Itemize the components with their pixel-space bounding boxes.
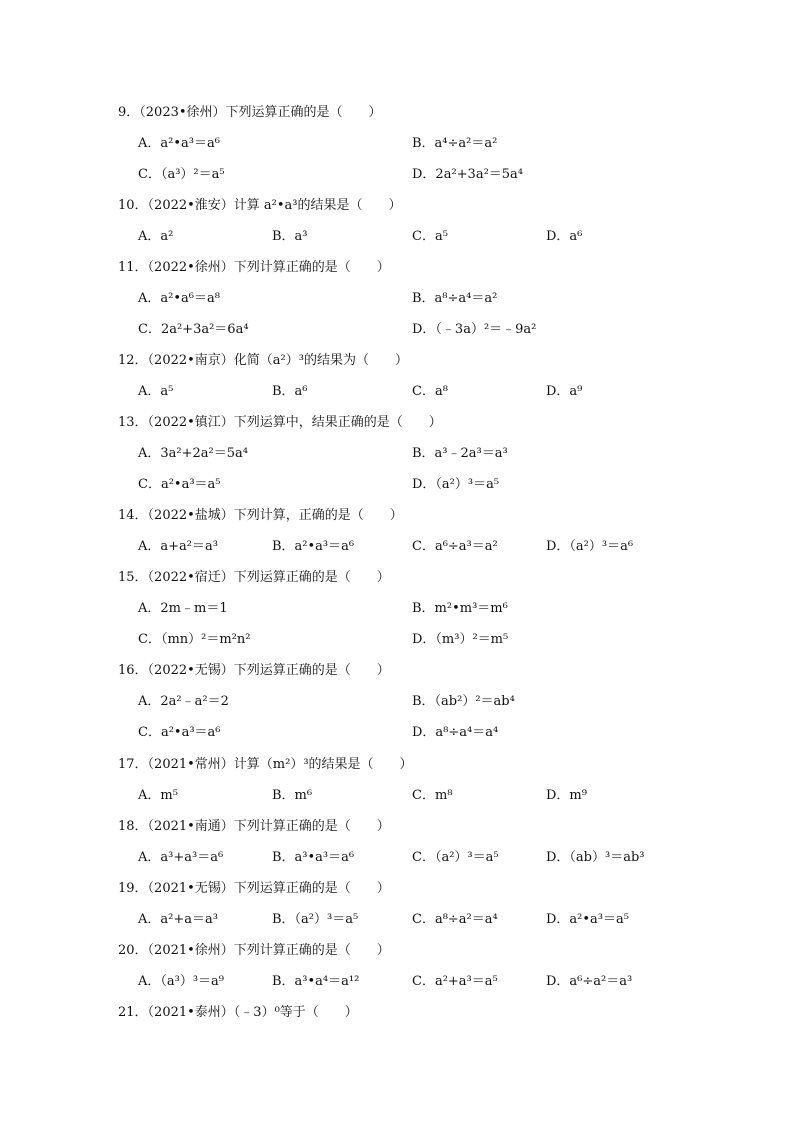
- question-15-option-a: A．2m﹣m＝1: [138, 601, 228, 616]
- question-13-option-b: B．a³﹣2a³＝a³: [412, 446, 508, 461]
- question-10-option-c: C．a⁵: [412, 229, 448, 244]
- question-20-stem: 20．（2021•徐州）下列计算正确的是（ ）: [118, 943, 390, 958]
- question-14-option-a: A．a+a²＝a³: [138, 539, 218, 554]
- question-13-stem: 13．（2022•镇江）下列运算中，结果正确的是（ ）: [118, 415, 442, 430]
- question-16-option-c: C．a²•a³＝a⁶: [138, 725, 221, 740]
- question-12-option-c: C．a⁸: [412, 384, 448, 399]
- question-17-stem: 17．（2021•常州）计算（m²）³的结果是（ ）: [118, 757, 413, 772]
- question-19-option-a: A．a²+a＝a³: [138, 912, 218, 927]
- question-10-option-d: D．a⁶: [546, 229, 583, 244]
- question-16-option-d: D．a⁸÷a⁴＝a⁴: [412, 725, 499, 740]
- question-16-option-a: A．2a²﹣a²＝2: [138, 694, 229, 709]
- question-18-option-b: B．a³•a³＝a⁶: [272, 850, 355, 865]
- question-21-stem: 21．（2021•泰州）（﹣3）⁰等于（ ）: [118, 1005, 358, 1020]
- question-17-option-a: A．m⁵: [138, 788, 178, 803]
- question-12-stem: 12．（2022•南京）化简（a²）³的结果为（ ）: [118, 353, 408, 368]
- question-19-option-b: B．（a²）³＝a⁵: [272, 912, 359, 927]
- question-15-option-b: B．m²•m³＝m⁶: [412, 601, 508, 616]
- question-12-option-d: D．a⁹: [546, 384, 583, 399]
- question-15-option-d: D．（m³）²＝m⁵: [412, 632, 509, 647]
- question-9-stem: 9．（2023•徐州）下列运算正确的是（ ）: [118, 105, 382, 120]
- question-12-option-b: B．a⁶: [272, 384, 308, 399]
- question-13-option-a: A．3a²+2a²＝5a⁴: [138, 446, 248, 461]
- question-10-option-b: B．a³: [272, 229, 308, 244]
- question-16-option-b: B．（ab²）²＝ab⁴: [412, 694, 515, 709]
- question-11-option-d: D．（﹣3a）²＝﹣9a²: [412, 322, 537, 337]
- question-20-option-a: A．（a³）³＝a⁹: [138, 974, 225, 989]
- question-15-stem: 15．（2022•宿迁）下列运算正确的是（ ）: [118, 570, 390, 585]
- question-10-option-a: A．a²: [138, 229, 174, 244]
- question-19-option-d: D．a²•a³＝a⁵: [546, 912, 629, 927]
- question-14-option-b: B．a²•a³＝a⁶: [272, 539, 355, 554]
- question-14-option-c: C．a⁶÷a³＝a²: [412, 539, 498, 554]
- question-11-option-b: B．a⁸÷a⁴＝a²: [412, 291, 498, 306]
- question-17-option-b: B．m⁶: [272, 788, 313, 803]
- question-18-option-a: A．a³+a³＝a⁶: [138, 850, 224, 865]
- question-11-stem: 11．（2022•徐州）下列计算正确的是（ ）: [118, 260, 390, 275]
- question-13-option-c: C．a²•a³＝a⁵: [138, 477, 221, 492]
- question-20-option-c: C．a²+a³＝a⁵: [412, 974, 498, 989]
- question-17-option-d: D．m⁹: [546, 788, 587, 803]
- question-16-stem: 16．（2022•无锡）下列运算正确的是（ ）: [118, 663, 390, 678]
- question-18-option-d: D．（ab）³＝ab³: [546, 850, 645, 865]
- question-19-stem: 19．（2021•无锡）下列运算正确的是（ ）: [118, 881, 390, 896]
- question-15-option-c: C．（mn）²＝m²n²: [138, 632, 251, 647]
- question-13-option-d: D．（a²）³＝a⁵: [412, 477, 500, 492]
- question-9-option-d: D．2a²+3a²＝5a⁴: [412, 167, 524, 182]
- question-19-option-c: C．a⁸÷a²＝a⁴: [412, 912, 498, 927]
- question-18-stem: 18．（2021•南通）下列计算正确的是（ ）: [118, 819, 390, 834]
- question-14-option-d: D．（a²）³＝a⁶: [546, 539, 634, 554]
- question-20-option-b: B．a³•a⁴＝a¹²: [272, 974, 360, 989]
- question-14-stem: 14．（2022•盐城）下列计算，正确的是（ ）: [118, 508, 403, 523]
- question-9-option-a: A．a²•a³＝a⁶: [138, 136, 220, 151]
- question-10-stem: 10．（2022•淮安）计算 a²•a³的结果是（ ）: [118, 198, 402, 213]
- question-17-option-c: C．m⁸: [412, 788, 453, 803]
- question-20-option-d: D．a⁶÷a²＝a³: [546, 974, 633, 989]
- question-11-option-a: A．a²•a⁶＝a⁸: [138, 291, 220, 306]
- question-11-option-c: C．2a²+3a²＝6a⁴: [138, 322, 249, 337]
- question-12-option-a: A．a⁵: [138, 384, 174, 399]
- question-18-option-c: C．（a²）³＝a⁵: [412, 850, 499, 865]
- question-9-option-c: C．（a³）²＝a⁵: [138, 167, 225, 182]
- question-9-option-b: B．a⁴÷a²＝a²: [412, 136, 498, 151]
